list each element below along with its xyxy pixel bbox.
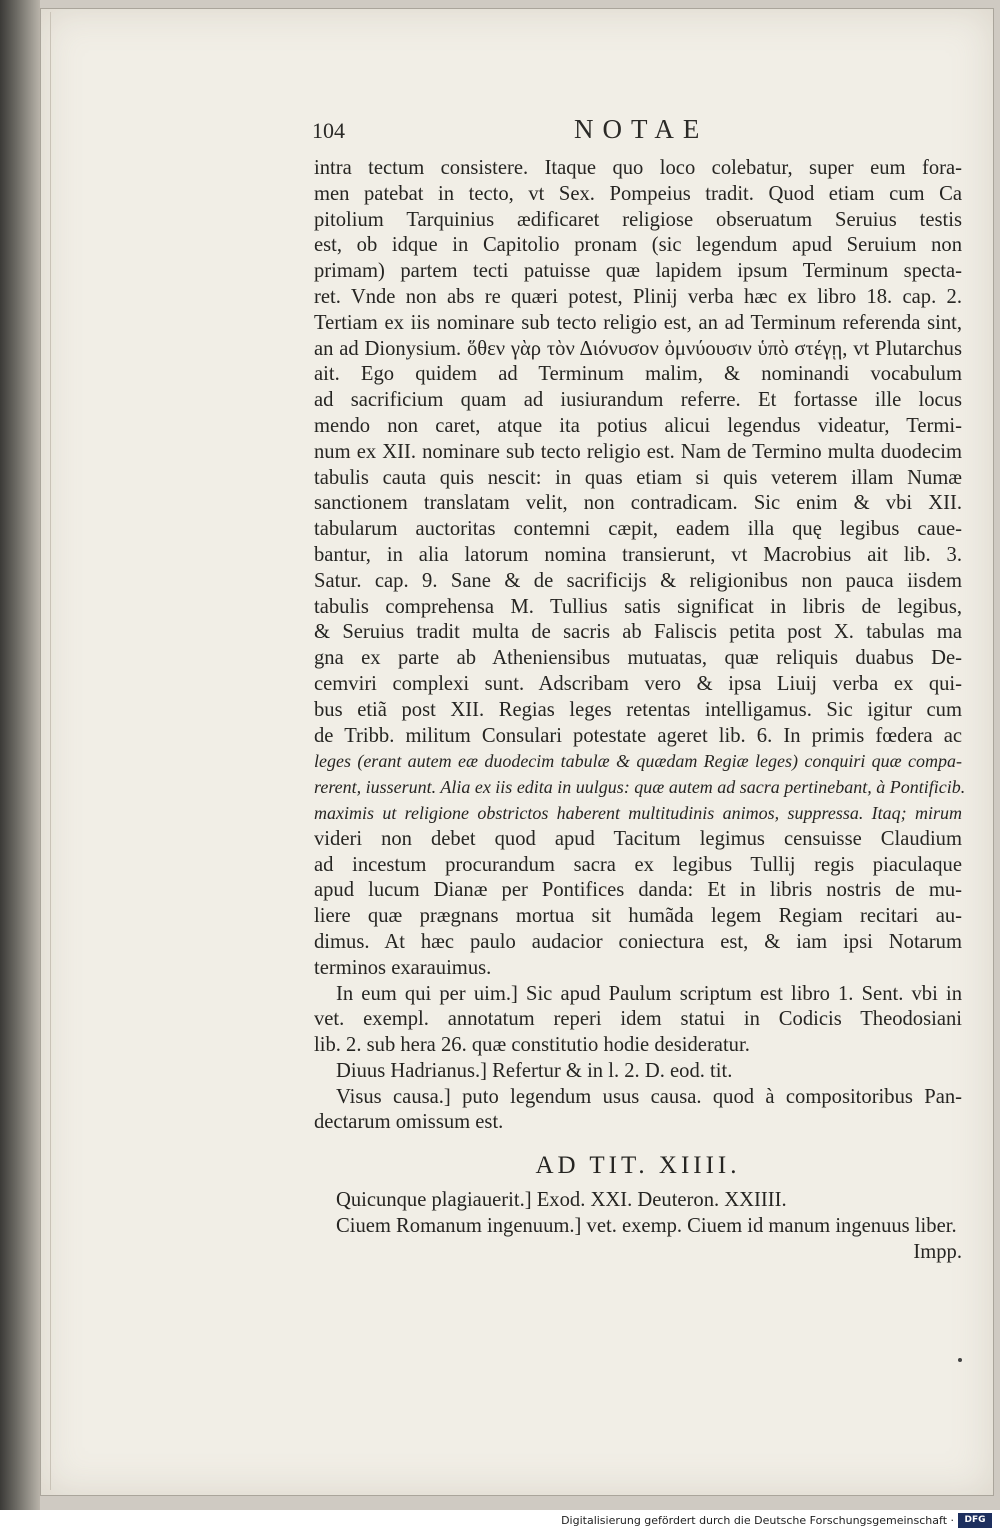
text-line: Tertiam ex iis nominare sub tecto religio est, an ad Terminum referenda sint, [314,311,962,334]
note-line: Diuus Hadrianus.] Refertur & in l. 2. D. eod. tit. [336,1059,733,1082]
text-line: & Seruius tradit multa de sacris ab Faliscis petita post X. tabulas ma [314,621,962,644]
section-heading: AD TIT. XIIII. [535,1152,741,1180]
text-line: videri non debet quod apud Tacitum legimus censuisse Claudium [314,827,962,850]
text-line: liere quæ prægnans mortua sit humãda legem Regiam recitari au- [314,905,962,928]
text-line: bantur, in alia latorum nomina transierunt, vt Macrobius ait lib. 3. [314,543,962,566]
footer-credit: Digitalisierung gefördert durch die Deutsche Forschungsgemeinschaft · [561,1514,954,1527]
text-line: ait. Ego quidem ad Terminum malim, & nominandi vocabulum [314,363,962,386]
text-line: ad sacrificium quam ad iusiurandum referre. Et fortasse ille locus [314,389,962,412]
section-line: Quicunque plagiauerit.] Exod. XXI. Deuteron. XXIIII. [336,1189,787,1212]
text-line: maximis ut religione obstrictos haberent multitudinis animos, suppressa. Itaq; mirum [314,802,962,823]
note-line: Visus causa.] puto legendum usus causa. quod à compositoribus Pan- [336,1085,962,1108]
note-line: vet. exempl. annotatum reperi idem statui in Codicis Theodosiani [314,1008,962,1031]
text-line: mendo non caret, atque ita potius alicui legendus videatur, Termi- [314,414,962,437]
text-line: tabularum auctoritas contemni cæpit, eadem illa quę legibus caue- [314,518,962,541]
text-line: de Tribb. militum Consulari potestate ageret lib. 6. In primis fœdera ac [314,724,962,747]
text-line: pitolium Tarquinius ædificaret religiose obseruatum Seruius testis [314,208,962,231]
text-line: ad incestum procurandum sacra ex legibus Tullij regis piaculaque [314,853,962,876]
page-header [312,114,962,152]
footer [0,1510,1000,1532]
running-title: NOTAE [574,114,709,144]
catchword: Impp. [913,1240,962,1263]
page-number: 104 [312,118,345,143]
note-line: In eum qui per uim.] Sic apud Paulum scriptum est libro 1. Sent. vbi in [336,982,962,1005]
main-text [314,156,966,1266]
text-line: num ex XII. nominare sub tecto religio est. Nam de Termino multa duodecim [314,440,962,463]
note-line: dectarum omissum est. [314,1111,504,1134]
text-line: sanctionem translatam velit, non contradicam. Sic enim & vbi XII. [314,492,962,515]
text-line: gna ex parte ab Atheniensibus mutuatas, quæ reliquis duabus De- [314,647,962,670]
text-line: rerent, iusserunt. Alia ex iis edita in uulgus: quæ autem ad sacra pertinebant, à Pontificib. [314,777,966,798]
text-line: Satur. cap. 9. Sane & de sacrificijs & religionibus non pauca iisdem [314,569,962,592]
text-line: bus etiã post XII. Regias leges retentas intelligamus. Sic igitur cum [314,698,962,721]
section-line: Ciuem Romanum ingenuum.] vet. exemp. Ciuem id manum ingenuus liber. [336,1215,957,1238]
ink-speck [958,1358,962,1362]
text-line: intra tectum consistere. Itaque quo loco colebatur, super eum fora- [314,157,962,179]
book-binding [0,0,40,1510]
text-line: men patebat in tecto, vt Sex. Pompeius tradit. Quod etiam cum Ca [314,182,962,205]
text-line: an ad Dionysium. ὅθεν γὰρ τὸν Διόνυσον ὀμνύουσιν ὑπὸ στέγῃ, vt Plutarchus [314,337,962,360]
text-line: tabulis comprehensa M. Tullius satis significat in libris de legibus, [314,595,962,618]
text-line: ret. Vnde non abs re quæri potest, Plinij verba hæc ex libro 18. cap. 2. [314,285,962,308]
text-line: est, ob idque in Capitolio pronam (sic legendum apud Seruium non [314,234,962,257]
note-line: lib. 2. sub hera 26. quæ constitutio hodie desideratur. [314,1034,750,1057]
text-line: apud lucum Dianæ per Pontifices danda: Et in libris nostris de mu- [314,879,962,902]
text-line: tabulis cauta quis nescit: in quas etiam si quis veterem illam Numæ [314,466,962,489]
text-line: leges (erant autem eæ duodecim tabulæ & quædam Regiæ leges) conquiri quæ compa- [314,751,962,772]
text-line: terminos exarauimus. [314,956,492,979]
dfg-logo: DFG [958,1513,992,1528]
text-line: cemviri complexi sunt. Adscribam vero & ipsa Liuij verba ex qui- [314,672,962,695]
text-line: dimus. At hæc paulo audacior coniectura est, & iam ipsi Notarum [314,930,962,953]
text-line: primam) partem tecti patuisse quæ lapidem ipsum Terminum specta- [314,260,962,283]
